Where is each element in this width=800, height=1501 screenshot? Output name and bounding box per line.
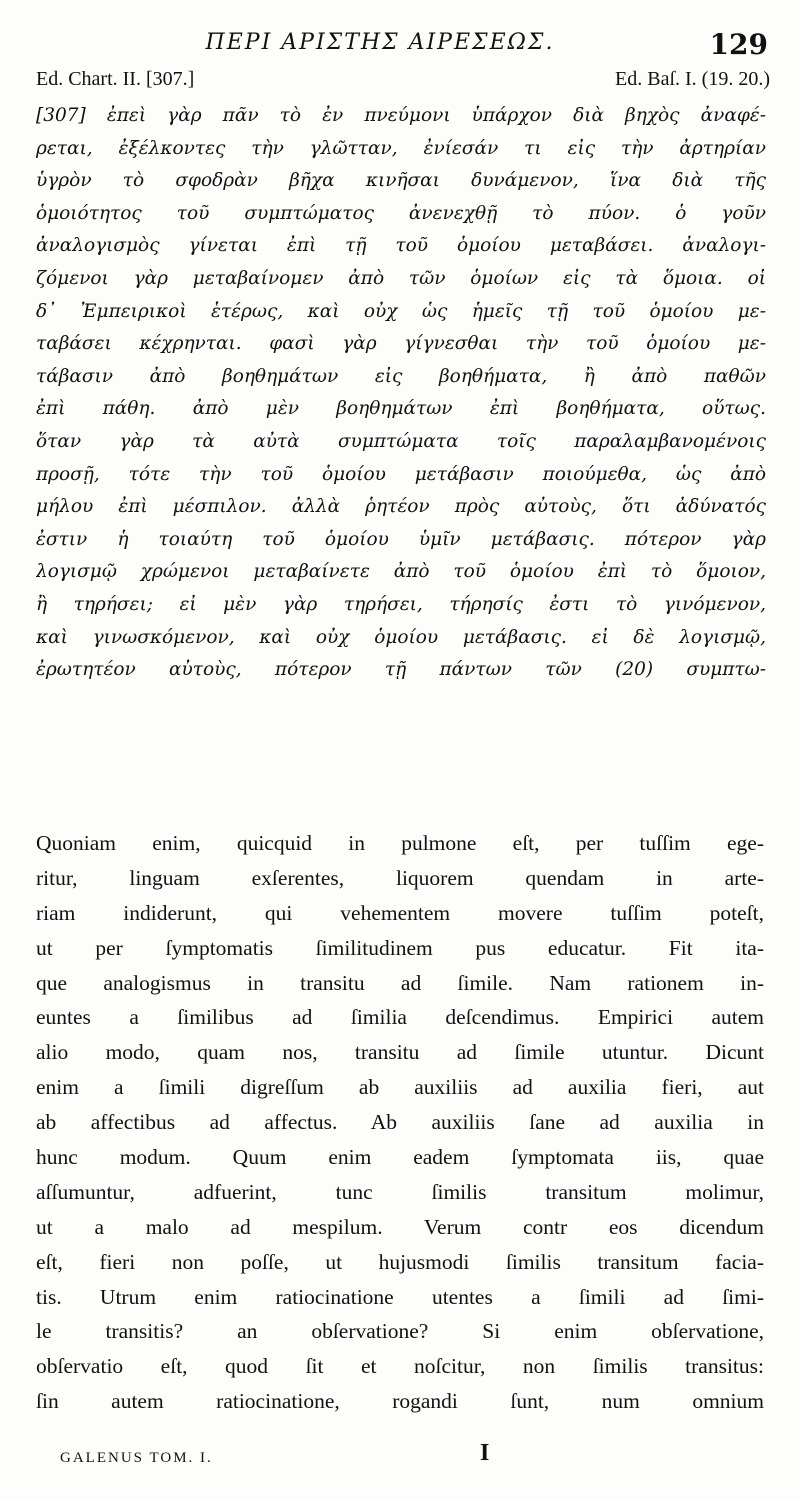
greek-text-line: ἐστιν ἡ τοιαύτη τοῦ ὁμοίου ὑμῖν μετάβασις. πότερον γὰρ	[36, 528, 766, 550]
greek-text-line: ταβάσει κέχρηνται. φασὶ γὰρ γίγνεσθαι τὴν τοῦ ὁμοίου με-	[36, 333, 766, 355]
edition-reference-line	[36, 68, 770, 98]
latin-text-line: ab affectibus ad affectus. Ab auxiliis ſane ad auxilia in	[36, 1110, 764, 1135]
greek-text-line: μήλου ἐπὶ μέσπιλον. ἀλλὰ ῥητέον πρὸς αὐτοὺς, ὅτι ἀδύνατός	[36, 496, 766, 518]
latin-text-line: tis. Utrum enim ratiocinatione utentes a ſimili ad ſimi-	[36, 1284, 764, 1309]
greek-text-line: ὑγρὸν τὸ σφοδρὰν βῆχα κινῆσαι δυνάμενον, ἵνα διὰ τῆς	[36, 170, 766, 192]
greek-text-line: ἐρωτητέον αὐτοὺς, πότερον τῇ πάντων τῶν (20) συμπτω-	[36, 659, 766, 681]
greek-text-line: ἐπὶ πάθη. ἀπὸ μὲν βοηθημάτων ἐπὶ βοηθήματα, οὕτως.	[36, 398, 766, 420]
latin-text-line: alio modo, quam nos, transitu ad ſimile utuntur. Dicunt	[36, 1040, 764, 1065]
latin-text-line: eſt, fieri non poſſe, ut hujusmodi ſimilis transitum facia-	[36, 1249, 764, 1274]
footer-signature: GALENUS TOM. I.	[60, 1450, 213, 1466]
latin-text-line: le transitis? an obſervatione? Si enim obſervatione,	[36, 1319, 764, 1344]
latin-text-line: ſin autem ratiocinatione, rogandi ſunt, num omnium	[36, 1389, 764, 1414]
latin-text-line: euntes a ſimilibus ad ſimilia deſcendimus. Empirici autem	[36, 1005, 764, 1030]
greek-text-line: ὅταν γὰρ τὰ αὐτὰ συμπτώματα τοῖς παραλαμβανομένοις	[36, 430, 766, 452]
latin-translation-block	[36, 826, 764, 1419]
greek-text-line: δ᾽ Ἐμπειρικοὶ ἑτέρως, καὶ οὐχ ὡς ἡμεῖς τῇ τοῦ ὁμοίου με-	[36, 300, 766, 322]
greek-text-line: καὶ γινωσκόμενον, καὶ οὐχ ὁμοίου μετάβασις. εἰ δὲ λογισμῷ,	[36, 626, 766, 648]
latin-text-line: ut per ſymptomatis ſimilitudinem pus educatur. Fit ita-	[36, 935, 764, 960]
greek-text-line: λογισμῷ χρώμενοι μεταβαίνετε ἀπὸ τοῦ ὁμοίου ἐπὶ τὸ ὅμοιον,	[36, 561, 766, 583]
latin-text-line: que analogismus in transitu ad ſimile. Nam rationem in-	[36, 970, 764, 995]
latin-text-line: ut a malo ad mespilum. Verum contr eos dicendum	[36, 1214, 764, 1239]
latin-text-line: aſſumuntur, adfuerint, tunc ſimilis transitum molimur,	[36, 1179, 764, 1204]
latin-text-line: riam indiderunt, qui vehementem movere tuſſim poteſt,	[36, 900, 764, 925]
latin-text-line: enim a ſimili digreſſum ab auxiliis ad auxilia fieri, aut	[36, 1075, 764, 1100]
greek-text-line: ρεται, ἐξέλκοντες τὴν γλῶτταν, ἐνίεσάν τι εἰς τὴν ἀρτηρίαν	[36, 137, 766, 159]
edition-reference-left: Ed. Chart. II. [307.]	[36, 68, 195, 90]
latin-text-line: Quoniam enim, quicquid in pulmone eſt, per tuſſim ege-	[36, 831, 764, 855]
greek-text-line: ζόμενοι γὰρ μεταβαίνομεν ἀπὸ τῶν ὁμοίων εἰς τὰ ὅμοια. οἱ	[36, 267, 766, 289]
greek-text-line: τάβασιν ἀπὸ βοηθημάτων εἰς βοηθήματα, ἢ ἀπὸ παθῶν	[36, 365, 766, 387]
latin-text-line: ritur, linguam exſerentes, liquorem quendam in arte-	[36, 865, 764, 890]
greek-text-line: προσῇ, τότε τὴν τοῦ ὁμοίου μετάβασιν ποιούμεθα, ὡς ἀπὸ	[36, 463, 766, 485]
greek-text-block	[36, 100, 766, 687]
greek-text-line: ἢ τηρήσει; εἰ μὲν γὰρ τηρήσει, τήρησίς ἐστι τὸ γινόμενον,	[36, 593, 766, 615]
running-title: ΠΕΡΙ ΑΡΙΣΤΗΣ ΑΙΡΕΣΕΩΣ.	[205, 30, 555, 55]
latin-text-line: hunc modum. Quum enim eadem ſymptomata iis, quae	[36, 1145, 764, 1170]
greek-text-line: ὁμοιότητος τοῦ συμπτώματος ἀνενεχθῇ τὸ πύον. ὁ γοῦν	[36, 202, 766, 224]
edition-reference-right: Ed. Baſ. I. (19. 20.)	[615, 68, 770, 90]
footer-sheet-mark: I	[480, 1440, 490, 1466]
page-number: 129	[709, 28, 768, 61]
latin-text-line: obſervatio eſt, quod ſit et noſcitur, non ſimilis transitus:	[36, 1354, 764, 1379]
greek-text-line: [307] ἐπεὶ γὰρ πᾶν τὸ ἐν πνεύμονι ὑπάρχον διὰ βηχὸς ἀναφέ-	[36, 105, 766, 126]
greek-text-line: ἀναλογισμὸς γίνεται ἐπὶ τῇ τοῦ ὁμοίου μεταβάσει. ἀναλογι-	[36, 235, 766, 257]
